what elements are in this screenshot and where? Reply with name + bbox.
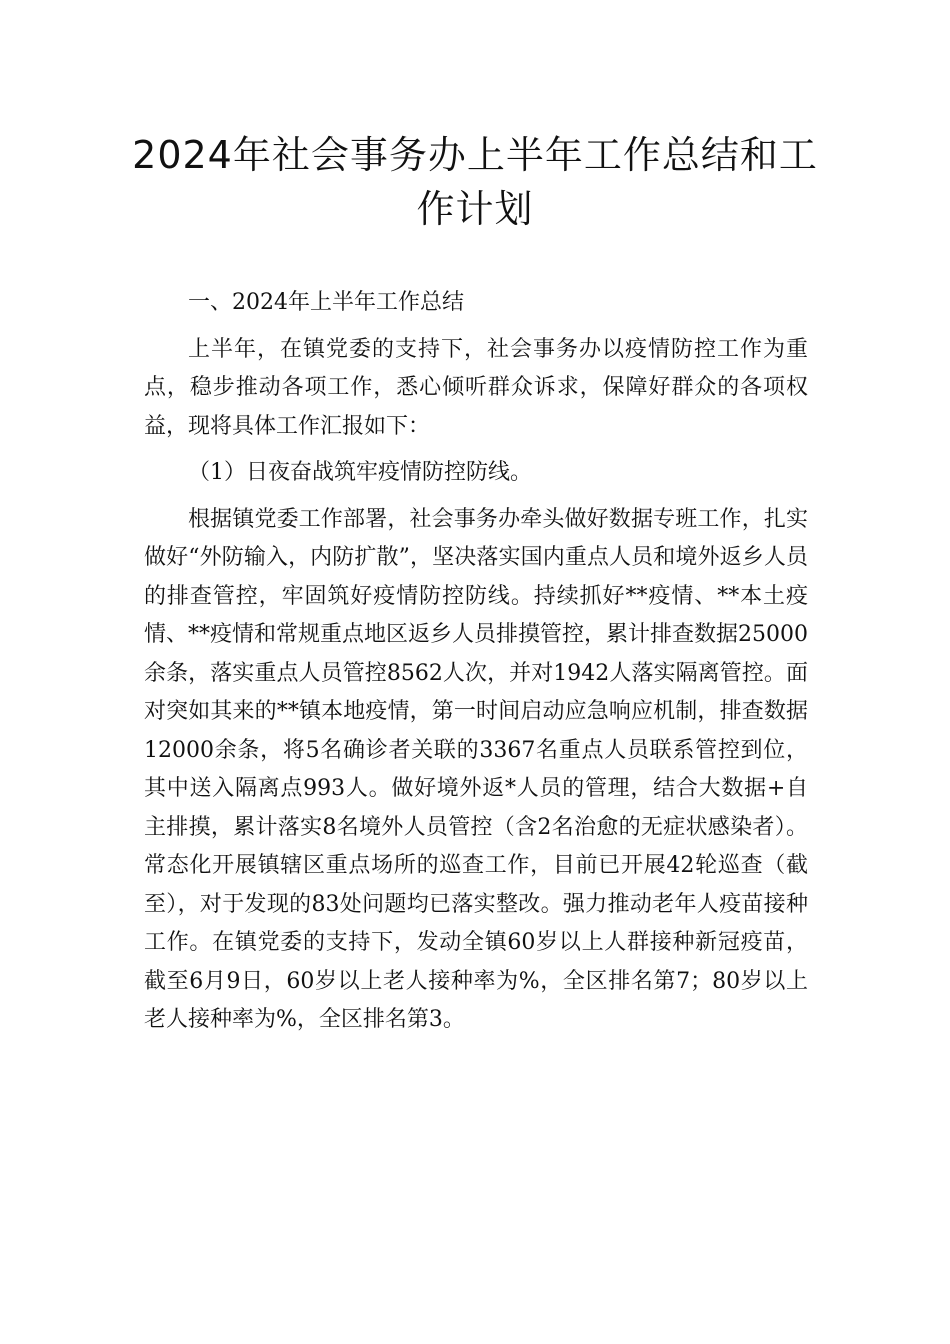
document-title: 2024年社会事务办上半年工作总结和工作计划 <box>132 133 818 231</box>
body-paragraph: 根据镇党委工作部署，社会事务办牵头做好数据专班工作，扎实做好“外防输入，内防扩散”，坚决落实国内重点人员和境外返乡人员的排查管控，牢固筑好疫情防控防线。持续抓好**疫情、**本土疫情、**疫情和常规重点地区返乡人员排摸管控，累计排查数据25000余条，落实重点人员管控8562人次，并对1942人落实隔离管控。面对突如其来的**镇本地疫情，第一时间启动应急响应机制，排查数据12000余条，将5名确诊者关联的3367名重点人员联系管控到位，其中送入隔离点993人。做好境外返*人员的管理，结合大数据+自主排摸，累计落实8名境外人员管控（含2名治愈的无症状感染者）。常态化开展镇辖区重点场所的巡查工作，目前已开展42轮巡查（截至），对于发现的83处问题均已落实整改。强力推动老年人疫苗接种工作。在镇党委的支持下，发动全镇60岁以上人群接种新冠疫苗，截至6月9日，60岁以上老人接种率为%，全区排名第7；80岁以上老人接种率为%，全区排名第3。 <box>144 506 808 1032</box>
subsection-heading: （1）日夜奋战筑牢疫情防控防线。 <box>188 460 532 485</box>
document-body <box>144 284 808 1048</box>
section-heading: 一、2024年上半年工作总结 <box>188 290 464 315</box>
intro-paragraph: 上半年，在镇党委的支持下，社会事务办以疫情防控工作为重点，稳步推动各项工作，悉心倾听群众诉求，保障好群众的各项权益，现将具体工作汇报如下： <box>144 336 808 439</box>
